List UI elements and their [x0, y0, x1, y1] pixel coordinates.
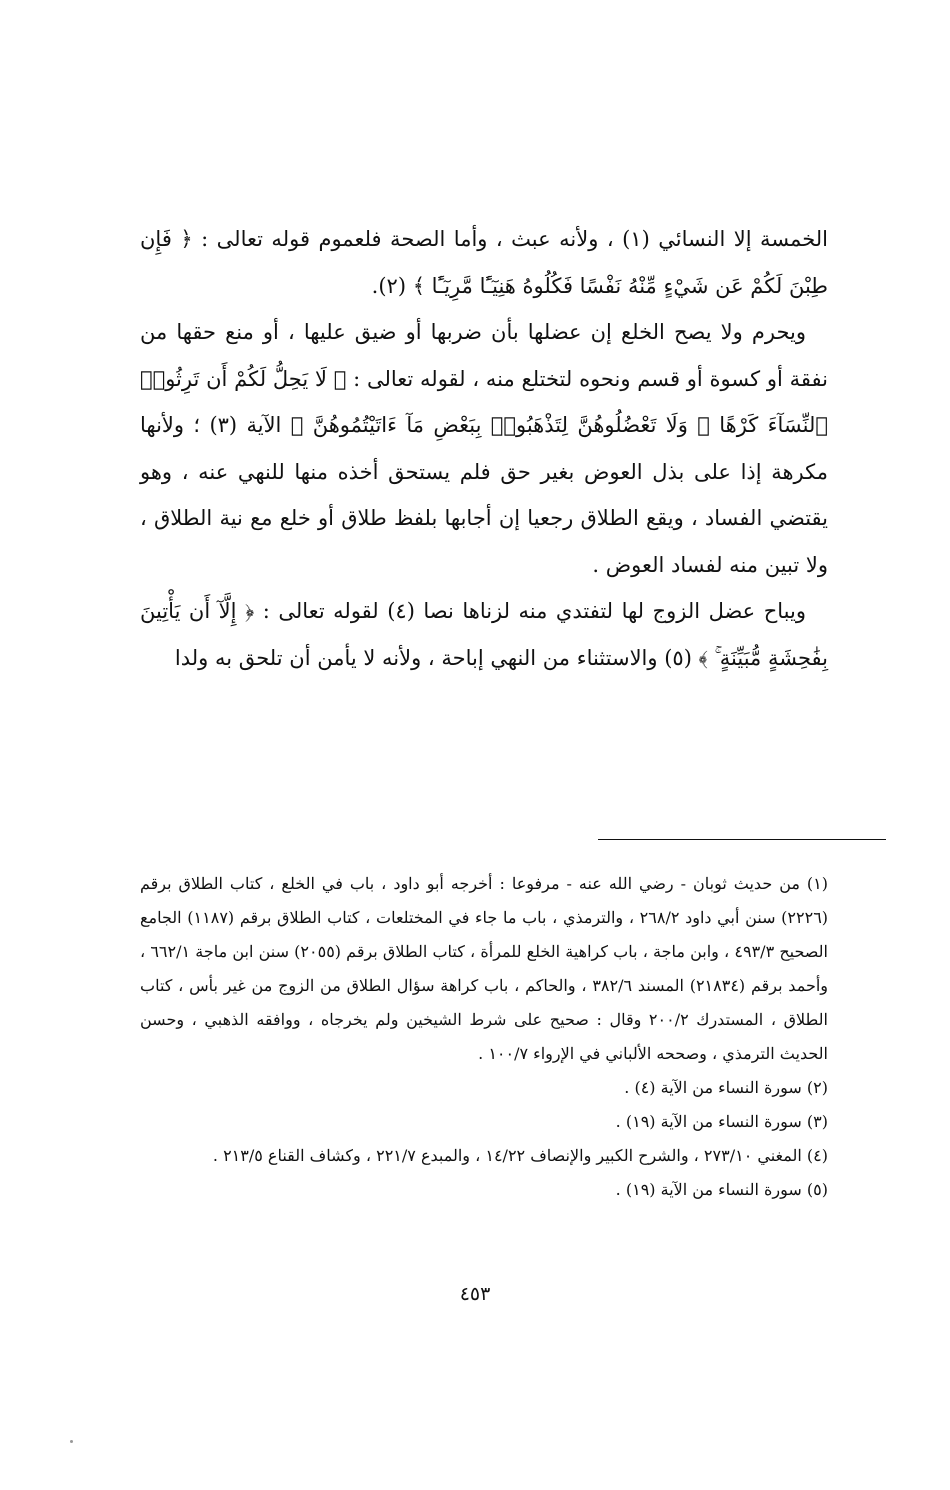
page-number: ٤٥٣	[459, 1283, 491, 1305]
main-text	[140, 216, 828, 681]
footnote-3: (٣) سورة النساء من الآية (١٩) .	[615, 1112, 828, 1131]
paragraph-1: الخمسة إلا النسائي (١) ، ولأنه عبث ، وأما الصحة فلعموم قوله تعالى : ﴿ فَإِن طِبْنَ لَكُمْ عَن شَيْءٍ مِّنْهُ نَفْسًا فَكُلُوهُ هَنِيٓـًٔا مَّرِيٓـًٔا ﴾ (٢).	[140, 227, 828, 298]
footnote-2: (٢) سورة النساء من الآية (٤) .	[624, 1078, 828, 1097]
paragraph-2: ويحرم ولا يصح الخلع إن عضلها بأن ضربها أو ضيق عليها ، أو منع حقها من نفقة أو كسوة أو قسم ونحوه لتختلع منه ، لقوله تعالى : ﴿ لَا يَحِلُّ لَكُمْ أَن تَرِثُوا۟ ٱلنِّسَآءَ كَرْهًا ۖ وَلَا تَعْضُلُوهُنَّ لِتَذْهَبُوا۟ بِبَعْضِ مَآ ءَاتَيْتُمُوهُنَّ ﴾ الآية (٣) ؛ ولأنها مكرهة إذا على بذل العوض بغير حق فلم يستحق أخذه منها للنهي عنه ، وهو يقتضي الفساد ، ويقع الطلاق رجعيا إن أجابها بلفظ طلاق أو خلع مع نية الطلاق ، ولا تبين منه لفساد العوض .	[140, 320, 828, 577]
footnote-4: (٤) المغني ٢٧٣/١٠ ، والشرح الكبير والإنصاف ١٤/٢٢ ، والمبدع ٢٢١/٧ ، وكشاف القناع ٢١٣/٥ .	[212, 1146, 828, 1165]
footnote-1: (١) من حديث ثوبان - رضي الله عنه - مرفوعا : أخرجه أبو داود ، باب في الخلع ، كتاب الطلاق برقم (٢٢٢٦) سنن أبي داود ٢٦٨/٢ ، والترمذي ، باب ما جاء في المختلعات ، كتاب الطلاق برقم (١١٨٧) الجامع الصحيح ٤٩٣/٣ ، وابن ماجة ، باب كراهية الخلع للمرأة ، كتاب الطلاق برقم (٢٠٥٥) سنن ابن ماجة ٦٦٢/١ ، وأحمد برقم (٢١٨٣٤) المسند ٣٨٢/٦ ، والحاكم ، باب كراهة سؤال الطلاق من الزوج من غير بأس ، كتاب الطلاق ، المستدرك ٢٠٠/٢ وقال : صحيح على شرط الشيخين ولم يخرجاه ، ووافقه الذهبي ، وحسن الحديث الترمذي ، وصححه الألباني في الإرواء ١٠٠/٧ .	[140, 874, 829, 1063]
scan-speck	[70, 1440, 73, 1443]
footnote-separator	[598, 839, 886, 840]
footnotes	[140, 867, 828, 1207]
footnote-5: (٥) سورة النساء من الآية (١٩) .	[615, 1180, 828, 1199]
paragraph-3: ويباح عضل الزوج لها لتفتدي منه لزناها نصا (٤) لقوله تعالى : ﴿ إِلَّآ أَن يَأْتِينَ بِفَٰحِشَةٍ مُّبَيِّنَةٍ ۚ ﴾ (٥) والاستثناء من النهي إباحة ، ولأنه لا يأمن أن تلحق به ولدا	[140, 599, 828, 670]
